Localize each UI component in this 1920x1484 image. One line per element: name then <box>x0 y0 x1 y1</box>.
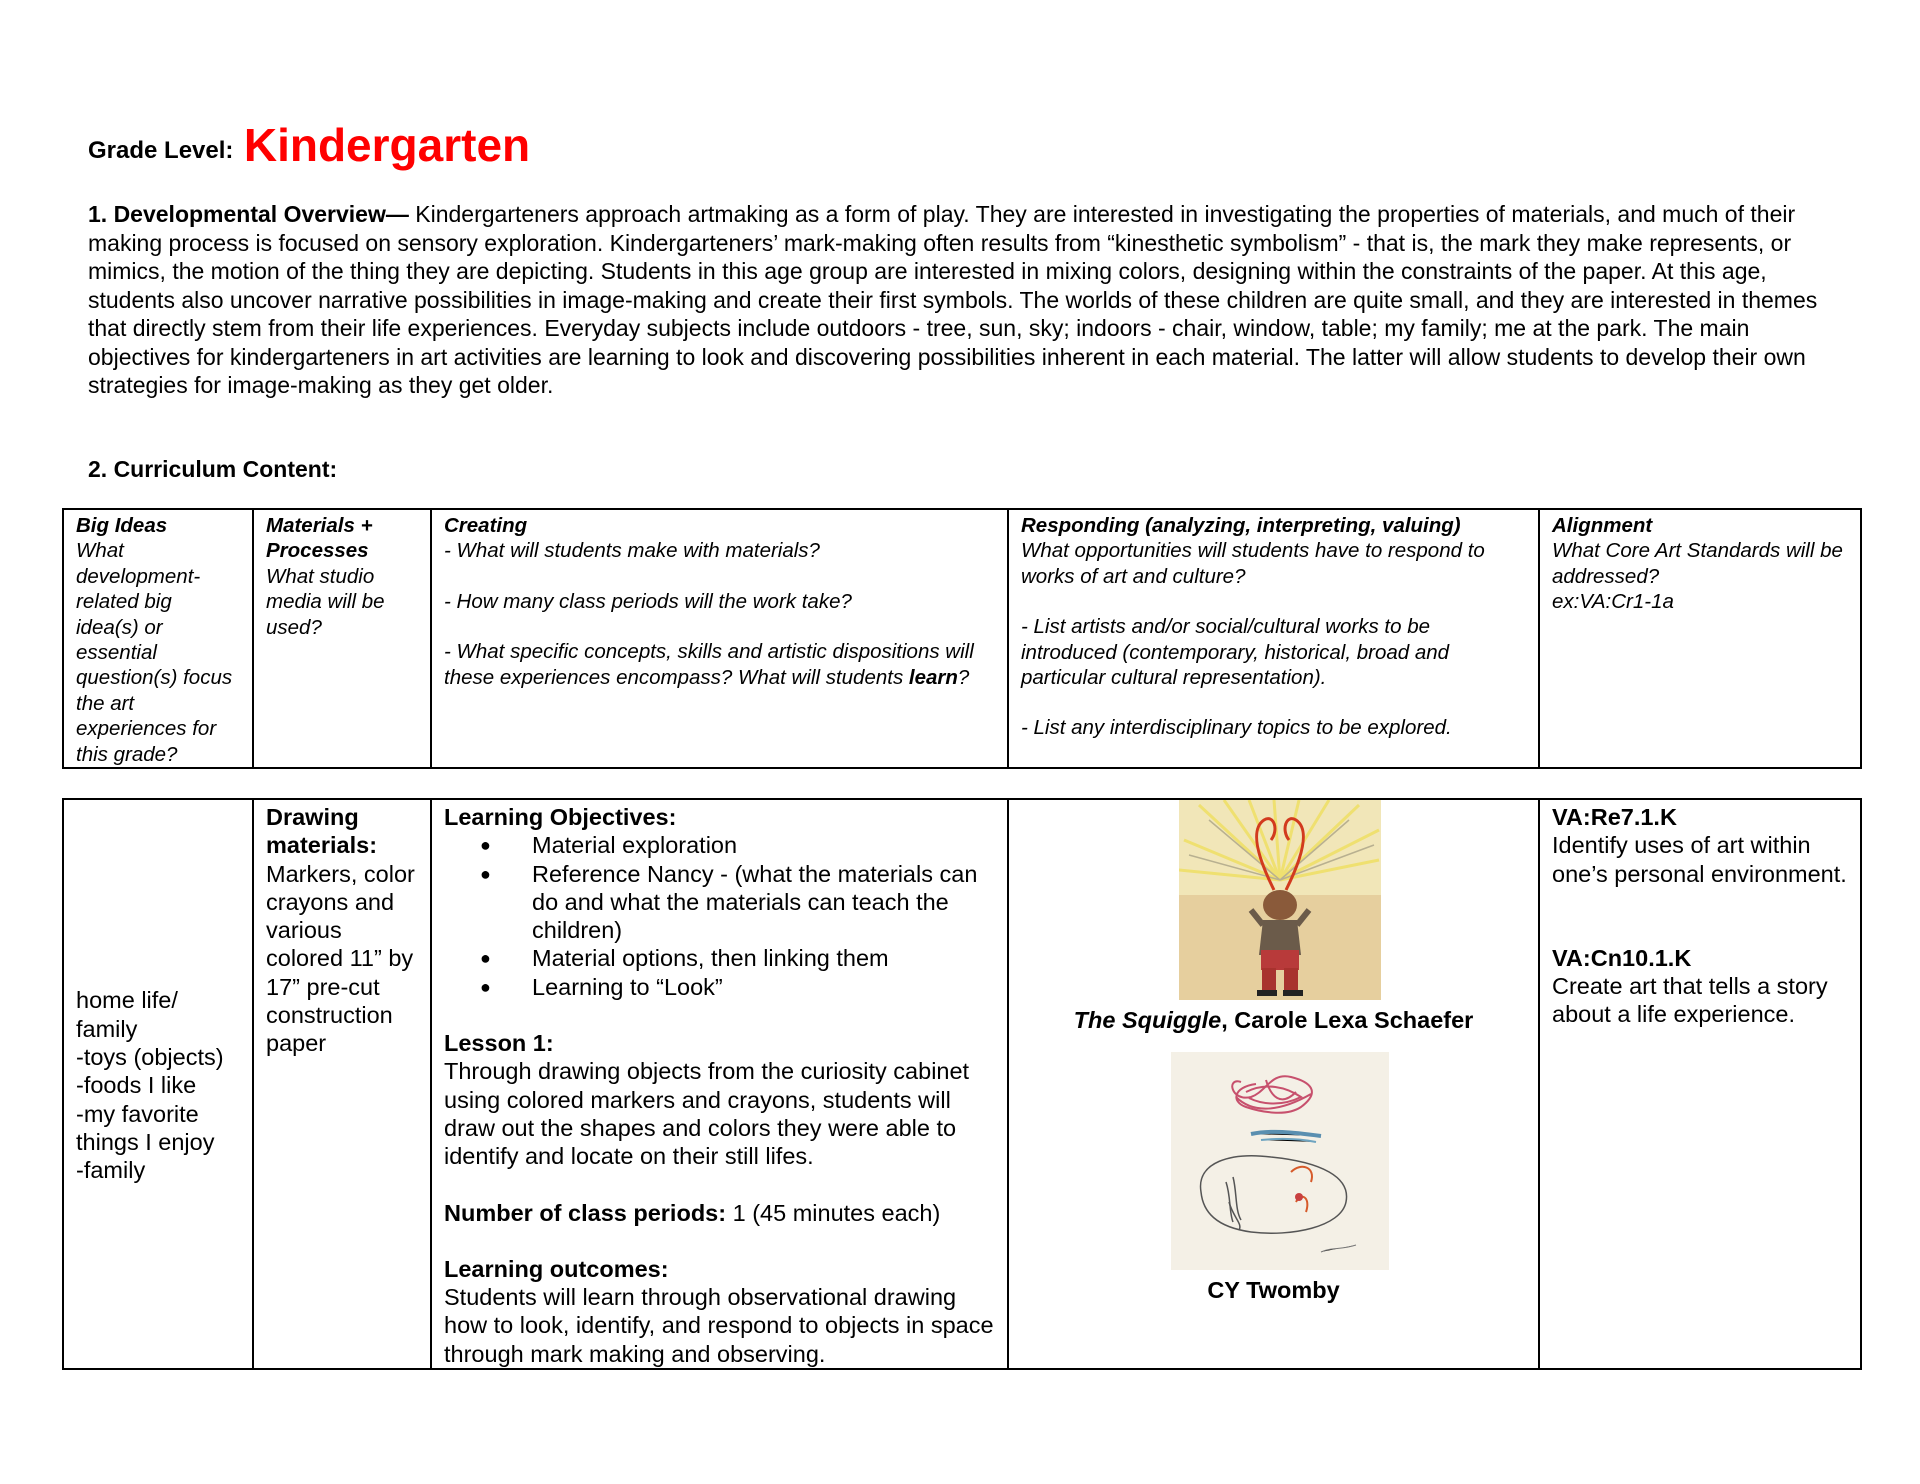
objective-item: ● Material exploration <box>480 831 995 859</box>
class-periods <box>444 1199 995 1227</box>
objective-item: ● Learning to “Look” <box>480 973 995 1001</box>
standard-text: Identify uses of art within one’s personal environment. <box>1552 832 1847 887</box>
twombly-artwork-image <box>1171 1052 1389 1270</box>
header-responding-cell <box>1008 509 1539 768</box>
grade-level-value: Kindergarten <box>243 119 531 171</box>
big-ideas-line: home life/ <box>76 987 178 1014</box>
objective-item: ● Reference Nancy - (what the materials can do and what the materials can teach the children) <box>480 860 995 945</box>
artwork-squiggle-caption <box>1021 1006 1526 1034</box>
header-responding-q2: - List artists and/or social/cultural works to be introduced (contemporary, historical, broad and particular cultural representation). <box>1021 615 1450 690</box>
header-creating-q2: - How many class periods will the work take? <box>444 589 852 613</box>
header-creating-q3: - What specific concepts, skills and artistic dispositions will these experiences encompass? What will students learn? <box>444 640 974 689</box>
developmental-overview <box>88 200 1858 400</box>
curriculum-body-table <box>62 798 1862 1370</box>
header-big-ideas-text: What development-related big idea(s) or essential question(s) focus the art experiences for this grade? <box>76 539 233 766</box>
materials-title: Drawing materials: <box>266 804 378 859</box>
lesson-text: Through drawing objects from the curiosity cabinet using colored markers and crayons, students will draw out the shapes and colors they were able to identify and locate on their still lifes. <box>444 1058 970 1170</box>
big-ideas-line: -toys (objects) <box>76 1044 224 1071</box>
overview-text: Kindergarteners approach artmaking as a form of play. They are interested in investigating the properties of materials, and much of their making process is focused on sensory exploration. Kindergarteners’ mark-making often results from “kinesthetic symbolism” - that is, the mark they make represents, or mimics, the motion of the thing they are depicting. Students in this age group are interested in mixing colors, designing within the constraints of the paper. At this age, students also uncover narrative possibilities in image-making and create their first symbols. The worlds of these children are quite small, and they are interested in themes that directly stem from their life experiences. Everyday subjects include outdoors - tree, sun, sky; indoors - chair, window, table; my family; me at the park. The main objectives for kindergarteners in art activities are learning to look and discovering possibilities inherent in each material. The latter will allow students to develop their own strategies for image-making as they get older. <box>88 201 1818 398</box>
artwork-twombly <box>1021 1052 1526 1304</box>
squiggle-artwork-image <box>1179 800 1381 1000</box>
header-alignment-cell <box>1539 509 1861 768</box>
class-periods-label: Number of class periods: <box>444 1199 727 1226</box>
header-alignment-text: What Core Art Standards will be addressed? <box>1552 539 1843 588</box>
grade-level-line <box>88 118 530 178</box>
big-ideas-line: family <box>76 1015 138 1042</box>
artwork-twombly-caption: CY Twomby <box>1207 1277 1340 1304</box>
materials-text: Markers, color crayons and various colored 11” by 17” pre-cut construction paper <box>266 860 415 1057</box>
header-creating-cell <box>431 509 1008 768</box>
header-alignment-title: Alignment <box>1552 514 1653 537</box>
responding-cell <box>1008 799 1539 1369</box>
header-creating-q1: - What will students make with materials? <box>444 539 820 563</box>
header-big-ideas-title: Big Ideas <box>76 514 168 537</box>
objectives-title: Learning Objectives: <box>444 804 677 830</box>
artwork-squiggle <box>1021 800 1526 1034</box>
outcomes-title: Learning outcomes: <box>444 1255 669 1282</box>
big-ideas-line: -family <box>76 1157 146 1184</box>
header-alignment-example: ex:VA:Cr1-1a <box>1552 590 1674 614</box>
big-ideas-line: -foods I like <box>76 1072 197 1099</box>
lesson-title: Lesson 1: <box>444 1030 554 1057</box>
header-responding-title: Responding (analyzing, interpreting, valuing) <box>1021 514 1461 537</box>
big-ideas-line: -my favorite <box>76 1100 199 1127</box>
big-ideas-cell <box>63 799 253 1369</box>
alignment-cell <box>1539 799 1861 1369</box>
materials-cell <box>253 799 431 1369</box>
artwork-squiggle-title: The Squiggle <box>1073 1007 1222 1033</box>
header-big-ideas-cell <box>63 509 253 768</box>
standard-code: VA:Re7.1.K <box>1552 804 1677 830</box>
objectives-list <box>444 831 995 1001</box>
header-responding-q3: - List any interdisciplinary topics to be explored. <box>1021 716 1452 740</box>
outcomes-text: Students will learn through observational drawing how to look, identify, and respond to objects in space through mark making and observing. <box>444 1284 994 1367</box>
standard-text: Create art that tells a story about a life experience. <box>1552 973 1828 1028</box>
grade-level-label: Grade Level: <box>88 137 234 164</box>
header-creating-title: Creating <box>444 514 528 537</box>
big-ideas-line: things I enjoy <box>76 1128 215 1155</box>
header-materials-text: What studio media will be used? <box>266 564 385 639</box>
objective-item: ● Material options, then linking them <box>480 944 995 972</box>
artwork-squiggle-artist: , Carole Lexa Schaefer <box>1221 1007 1474 1033</box>
overview-heading: 1. Developmental Overview— <box>88 201 409 227</box>
curriculum-header-table <box>62 508 1862 769</box>
header-materials-title: Materials + Processes <box>266 514 373 563</box>
class-periods-value: 1 (45 minutes each) <box>726 1199 941 1226</box>
curriculum-content-heading: 2. Curriculum Content: <box>88 456 338 482</box>
creating-cell <box>431 799 1008 1369</box>
standard-code: VA:Cn10.1.K <box>1552 944 1692 971</box>
header-materials-cell <box>253 509 431 768</box>
header-responding-q1: What opportunities will students have to respond to works of art and culture? <box>1021 539 1485 588</box>
